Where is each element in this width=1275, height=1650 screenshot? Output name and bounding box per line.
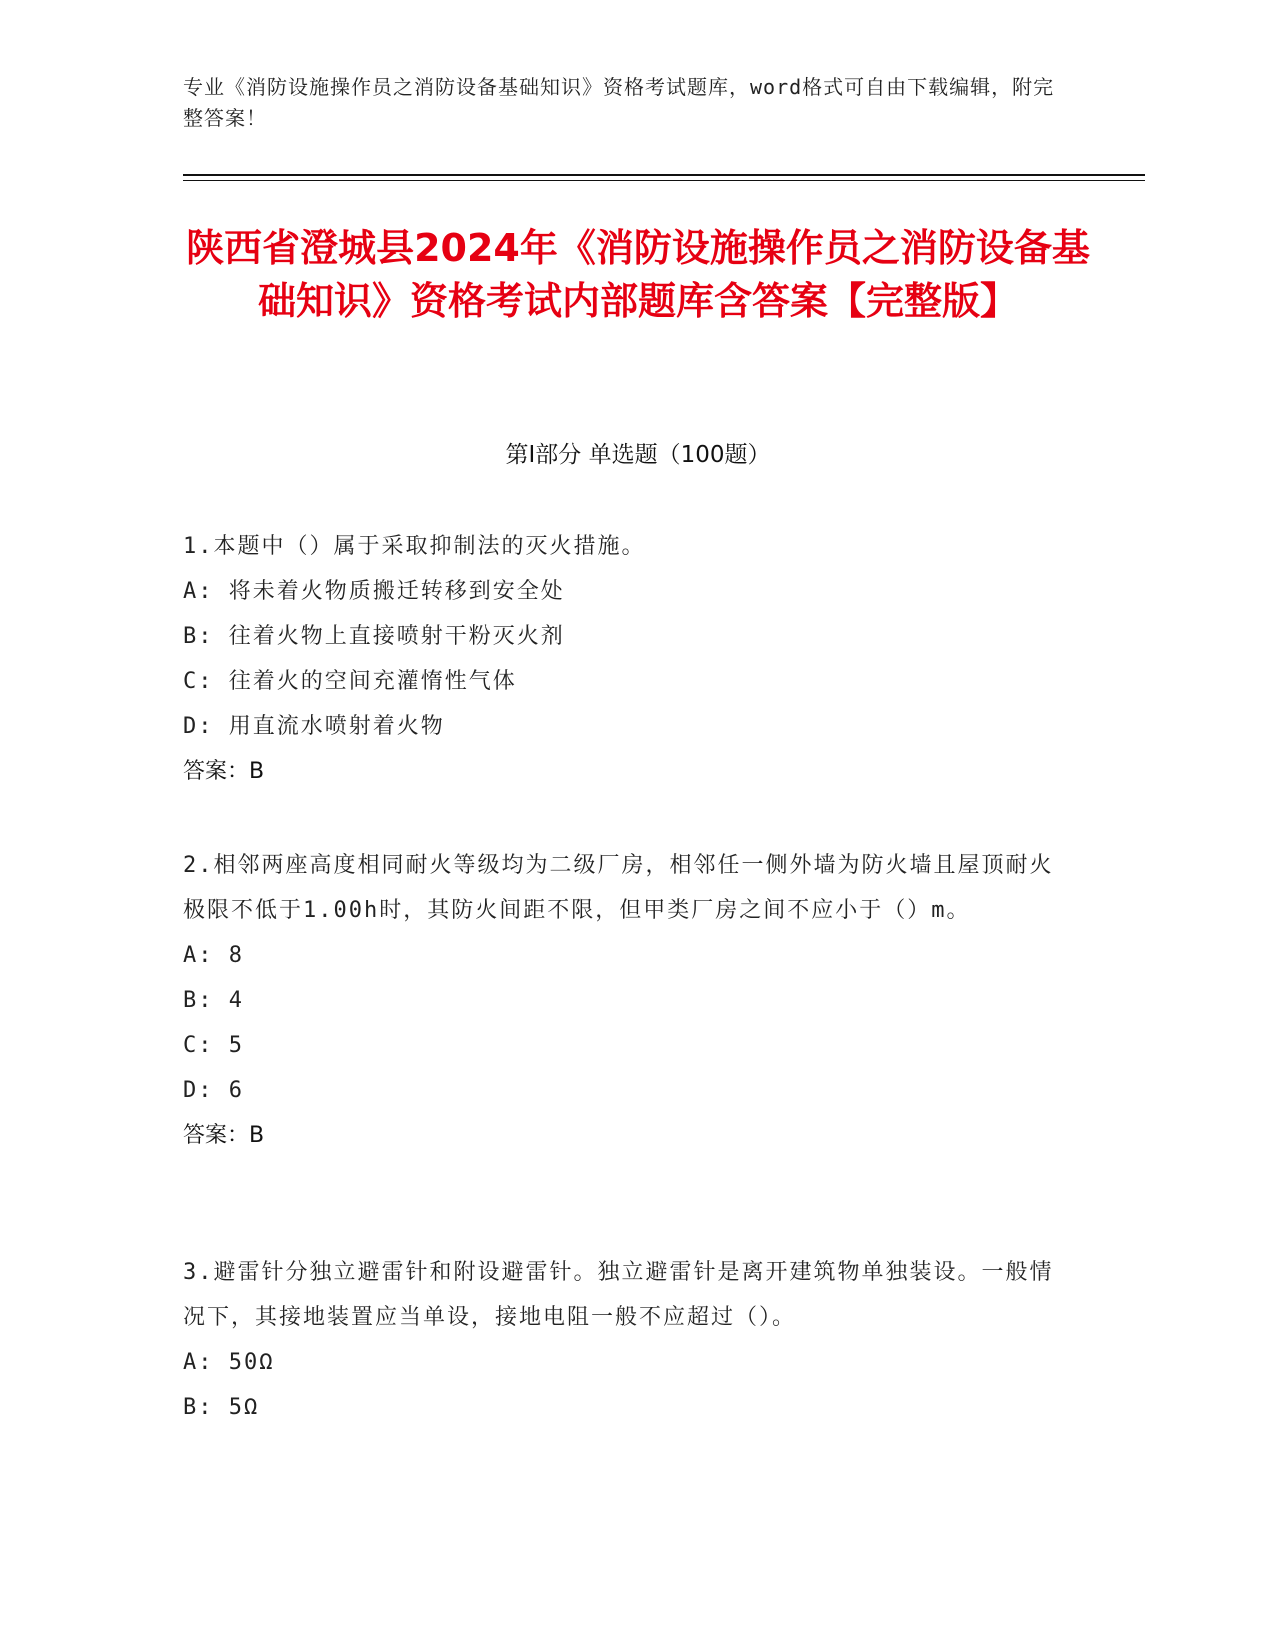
option-a: A: 将未着火物质搬迁转移到安全处 bbox=[183, 579, 565, 604]
option-b: B: 4 bbox=[183, 988, 244, 1013]
question-stem: 3.避雷针分独立避雷针和附设避雷针。独立避雷针是离开建筑物单独装设。一般情况下，其接地装置应当单设，接地电阻一般不应超过（）。 bbox=[183, 1260, 1054, 1330]
option-d: D: 6 bbox=[183, 1078, 244, 1103]
document-title: 陕西省澄城县2024年《消防设施操作员之消防设备基础知识》资格考试内部题库含答案【完整版】 bbox=[186, 226, 1090, 323]
option-d: D: 用直流水喷射着火物 bbox=[183, 714, 445, 739]
question-1 bbox=[183, 524, 1063, 794]
option-a: A: 8 bbox=[183, 943, 244, 968]
option-c: C: 往着火的空间充灌惰性气体 bbox=[183, 669, 517, 694]
header-rule-thin bbox=[183, 180, 1145, 181]
header-rule-thick bbox=[183, 174, 1145, 176]
question-3 bbox=[183, 1250, 1063, 1430]
header-note: 专业《消防设施操作员之消防设备基础知识》资格考试题库，word格式可自由下载编辑，附完整答案！ bbox=[183, 75, 1055, 130]
section-heading: 第Ⅰ部分 单选题（100题） bbox=[505, 442, 771, 468]
option-b: B: 5Ω bbox=[183, 1395, 260, 1420]
question-2 bbox=[183, 843, 1063, 1158]
option-c: C: 5 bbox=[183, 1033, 244, 1058]
option-b: B: 往着火物上直接喷射干粉灭火剂 bbox=[183, 624, 565, 649]
question-stem: 1.本题中（）属于采取抑制法的灭火措施。 bbox=[183, 534, 646, 559]
option-a: A: 50Ω bbox=[183, 1350, 275, 1375]
question-stem: 2.相邻两座高度相同耐火等级均为二级厂房，相邻任一侧外墙为防火墙且屋顶耐火极限不低于1.00h时，其防火间距不限，但甲类厂房之间不应小于（）m。 bbox=[183, 853, 1054, 923]
answer-line: 答案：B bbox=[183, 1123, 265, 1148]
answer-line: 答案：B bbox=[183, 759, 265, 784]
